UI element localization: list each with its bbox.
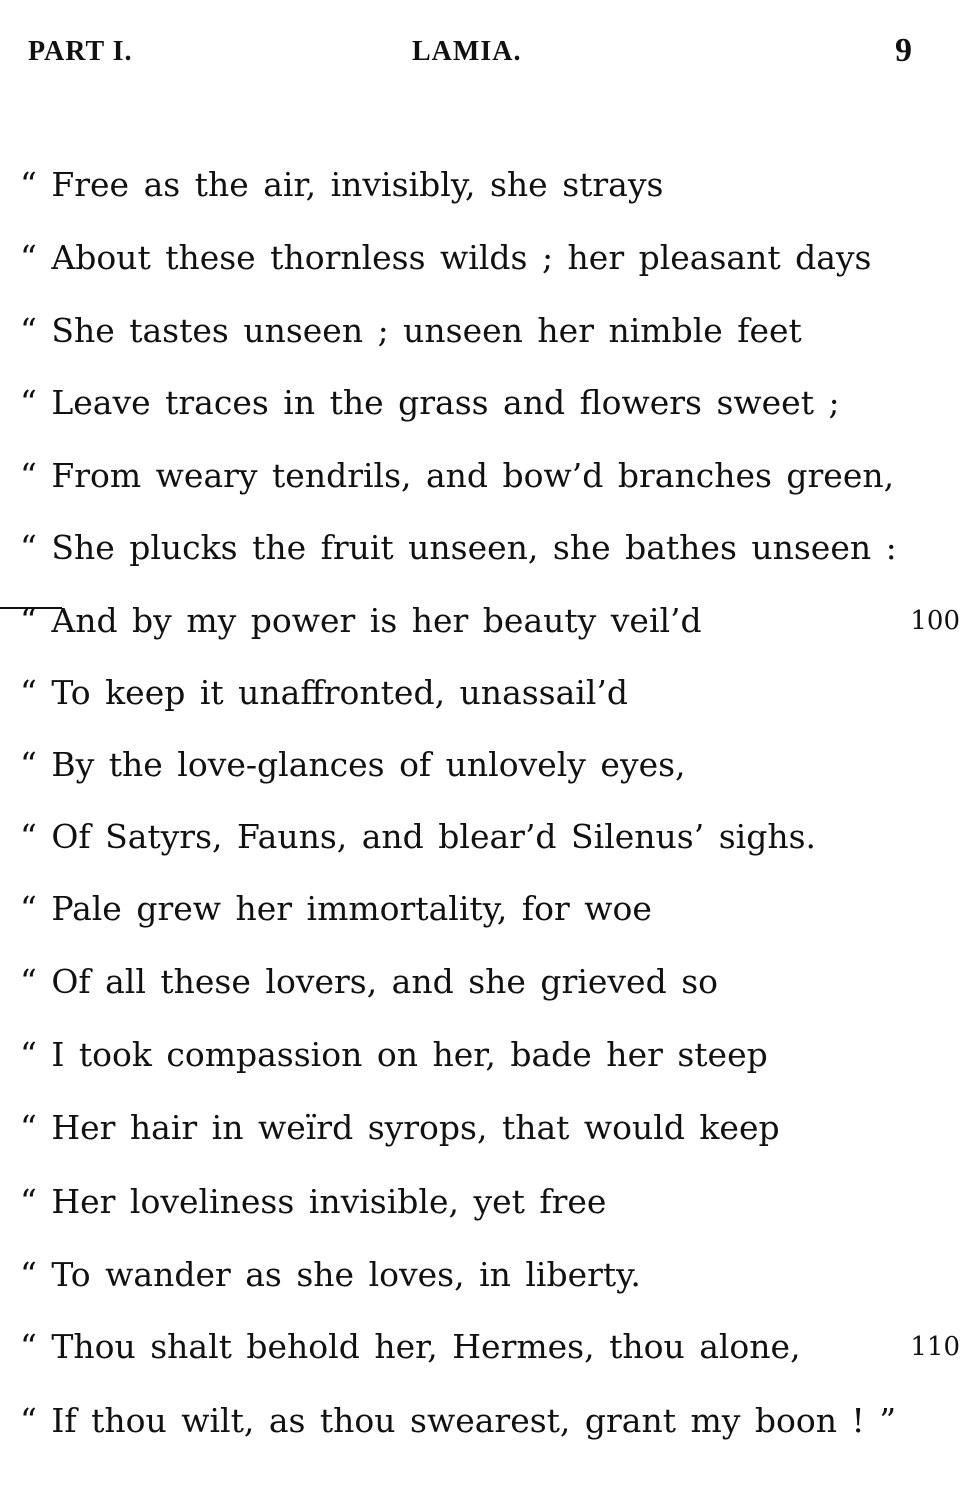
verse-line-text: “ From weary tendrils, and bow’d branches green, [20, 456, 895, 495]
verse-line [20, 160, 960, 210]
verse-line [20, 1396, 960, 1446]
verse-line-text: “ Of Satyrs, Fauns, and blear’d Silenus’ sighs. [20, 817, 817, 856]
verse-line [20, 523, 960, 573]
verse-line-text: “ If thou wilt, as thou swearest, grant my boon ! ” [20, 1401, 897, 1440]
verse-line [20, 1030, 960, 1080]
verse-line [20, 1177, 960, 1227]
verse-line-text: “ To wander as she loves, in liberty. [20, 1255, 641, 1294]
verse-line [20, 957, 960, 1007]
verse-line-text: “ Pale grew her immortality, for woe [20, 889, 652, 928]
verse-line [20, 812, 960, 862]
verse-line [20, 740, 960, 790]
verse-line-text: “ To keep it unaffronted, unassail’d [20, 673, 629, 712]
verse-line [20, 451, 960, 501]
verse-line-text: “ She plucks the fruit unseen, she bathes unseen : [20, 528, 897, 567]
part-label: PART I. [28, 36, 133, 67]
line-number: 100 [910, 606, 960, 636]
verse-line-text: “ Free as the air, invisibly, she strays [20, 165, 664, 204]
verse-line-text: “ Her loveliness invisible, yet free [20, 1182, 607, 1221]
verse-line [20, 1322, 960, 1372]
line-number: 110 [910, 1332, 960, 1362]
verse-line-text: “ Leave traces in the grass and flowers sweet ; [20, 383, 840, 422]
verse-line-text: “ And by my power is her beauty veil’d [20, 601, 702, 640]
page-number: 9 [895, 32, 913, 69]
verse-line-text: “ Thou shalt behold her, Hermes, thou alone, [20, 1327, 801, 1366]
verse-line [20, 596, 960, 646]
verse-line [20, 306, 960, 356]
verse-line [20, 378, 960, 428]
verse-line [20, 1103, 960, 1153]
verse-line [20, 1250, 960, 1300]
verse-line-text: “ Her hair in weïrd syrops, that would keep [20, 1108, 780, 1147]
verse-line-text: “ I took compassion on her, bade her steep [20, 1035, 768, 1074]
running-title: LAMIA. [412, 36, 522, 67]
verse-line-text: “ About these thornless wilds ; her pleasant days [20, 238, 872, 277]
verse-line-text: “ Of all these lovers, and she grieved so [20, 962, 718, 1001]
running-head [0, 32, 972, 72]
verse-line [20, 233, 960, 283]
verse-line [20, 884, 960, 934]
verse-line-text: “ She tastes unseen ; unseen her nimble feet [20, 311, 802, 350]
verse-line [20, 668, 960, 718]
verse-line-text: “ By the love-glances of unlovely eyes, [20, 745, 686, 784]
